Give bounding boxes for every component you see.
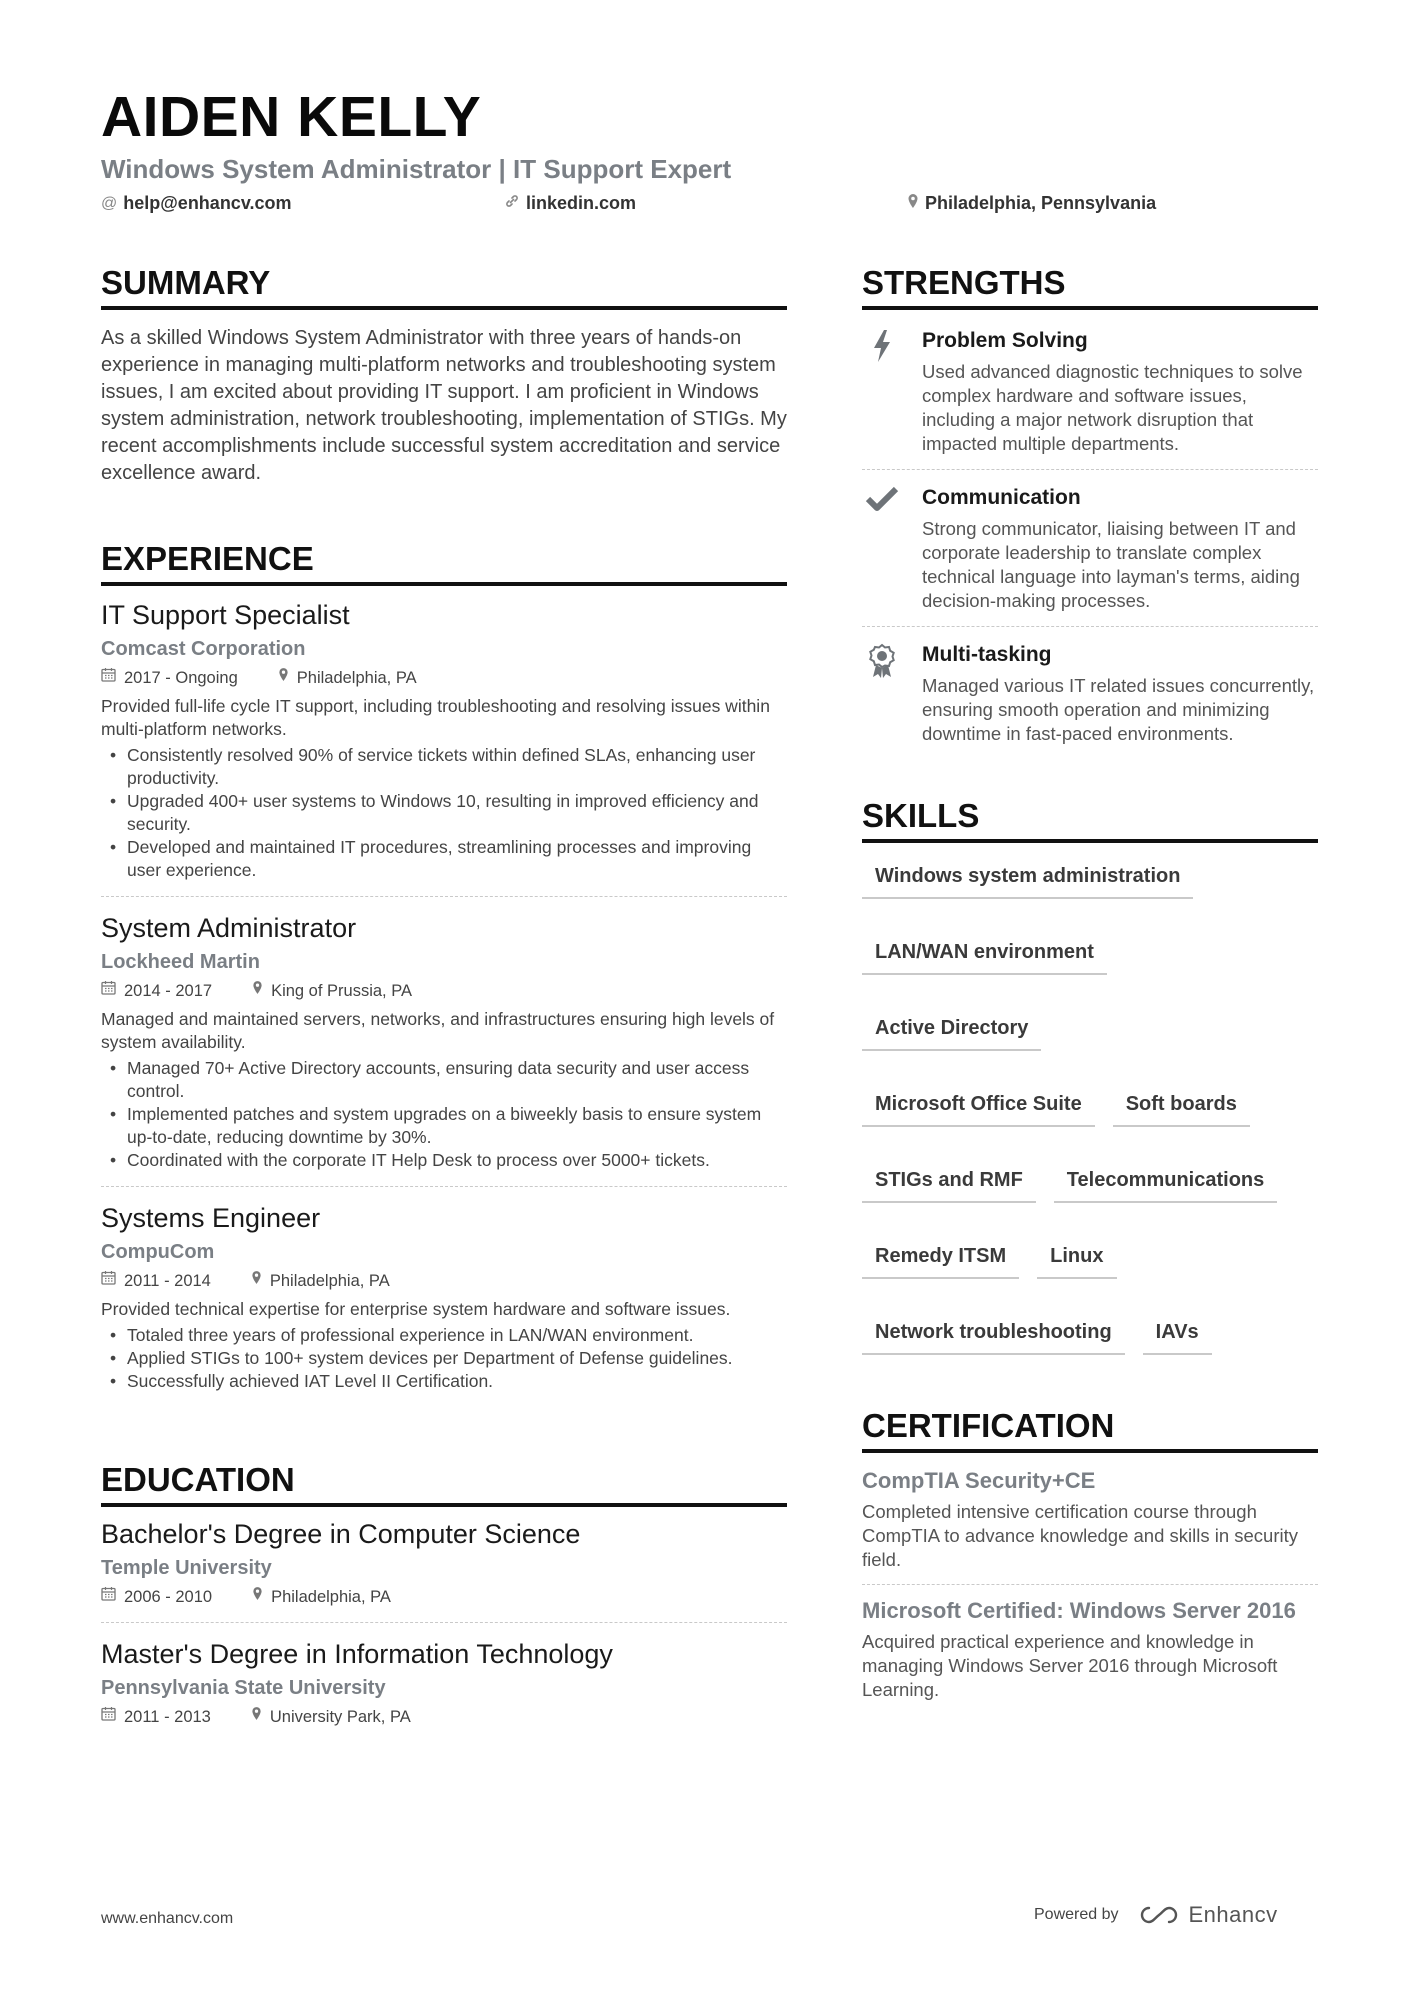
- education-dates: 2011 - 2013: [124, 1708, 211, 1726]
- company-name: CompuCom: [101, 1241, 215, 1263]
- skill-tag: Network troubleshooting: [862, 1315, 1125, 1355]
- calendar-icon: [101, 1706, 116, 1728]
- education-entry: [101, 1622, 787, 1742]
- experience-heading: EXPERIENCE: [101, 538, 787, 586]
- contact-email[interactable]: [101, 193, 292, 214]
- job-bullet: • Totaled three years of professional experience in LAN/WAN environment.: [101, 1324, 787, 1347]
- brand-name: Enhancv: [1188, 1902, 1278, 1927]
- education-section: [101, 1459, 787, 1742]
- job-meta: [101, 667, 787, 689]
- job-title: IT Support Specialist: [101, 600, 350, 630]
- job-meta: [101, 1270, 787, 1292]
- job-description: Provided technical expertise for enterprise system hardware and software issues.: [101, 1299, 731, 1319]
- skills-section: [862, 795, 1318, 1355]
- education-location: University Park, PA: [269, 1708, 411, 1726]
- job-dates: 2014 - 2017: [124, 982, 213, 1000]
- candidate-title: Windows System Administrator | IT Support Expert: [101, 154, 732, 184]
- strength-title: Problem Solving: [922, 329, 1088, 352]
- link-icon: [504, 193, 520, 214]
- left-column: [101, 262, 787, 1742]
- certification-heading: CERTIFICATION: [862, 1405, 1318, 1453]
- skill-tag: Linux: [1037, 1239, 1116, 1279]
- calendar-icon: [101, 1586, 116, 1608]
- linkedin-text: linkedin.com: [526, 193, 637, 213]
- strength-text: Used advanced diagnostic techniques to solve complex hardware and software issues, including a major network disruption that impacted multiple departments.: [922, 361, 1303, 454]
- pin-icon: [278, 667, 289, 689]
- email-text: help@enhancv.com: [123, 193, 292, 213]
- education-heading: EDUCATION: [101, 1459, 787, 1507]
- certification-item: [862, 1584, 1318, 1714]
- calendar-icon: [101, 667, 116, 689]
- job-title: System Administrator: [101, 913, 357, 943]
- strength-text: Managed various IT related issues concurrently, ensuring smooth operation and minimizing downtime in fast-paced environments.: [922, 675, 1315, 744]
- job-dates: 2011 - 2014: [124, 1272, 211, 1290]
- job-bullet: • Developed and maintained IT procedures, streamlining processes and improving user experience.: [101, 836, 787, 882]
- job-bullet: • Implemented patches and system upgrades on a biweekly basis to ensure system up-to-date, reducing downtime by 30%.: [101, 1103, 787, 1149]
- job-description: Provided full-life cycle IT support, including troubleshooting and resolving issues within multi-platform networks.: [101, 696, 770, 739]
- pin-icon: [251, 1706, 262, 1728]
- experience-entry: [101, 896, 787, 1186]
- certification-title: Microsoft Certified: Windows Server 2016: [862, 1598, 1296, 1623]
- education-location: Philadelphia, PA: [271, 1588, 391, 1606]
- experience-entry: [101, 598, 787, 896]
- company-name: Lockheed Martin: [101, 951, 260, 973]
- calendar-icon: [101, 980, 116, 1002]
- pin-icon: [252, 980, 263, 1002]
- certification-text: Completed intensive certification course through CompTIA to advance knowledge and skills in security field.: [862, 1501, 1298, 1570]
- education-meta: [101, 1706, 787, 1728]
- award-medal-icon: [862, 641, 902, 746]
- strength-item: [862, 626, 1318, 759]
- school-name: Temple University: [101, 1557, 272, 1579]
- certification-title: CompTIA Security+CE: [862, 1468, 1096, 1493]
- experience-entry: [101, 1186, 787, 1407]
- skills-heading: SKILLS: [862, 795, 1318, 843]
- skills-list: [862, 859, 1318, 1355]
- pin-icon: [252, 1586, 263, 1608]
- job-bullet: • Consistently resolved 90% of service tickets within defined SLAs, enhancing user productivity.: [101, 744, 787, 790]
- strength-title: Communication: [922, 486, 1081, 509]
- skill-tag: Remedy ITSM: [862, 1239, 1019, 1279]
- job-bullets: [101, 1324, 787, 1393]
- job-bullet: • Successfully achieved IAT Level II Certification.: [101, 1370, 787, 1393]
- calendar-icon: [101, 1270, 116, 1292]
- job-bullets: [101, 744, 787, 882]
- skill-tag: Active Directory: [862, 1011, 1041, 1051]
- degree-title: Master's Degree in Information Technology: [101, 1639, 613, 1669]
- certification-section: [862, 1405, 1318, 1714]
- degree-title: Bachelor's Degree in Computer Science: [101, 1519, 581, 1549]
- job-location: Philadelphia, PA: [296, 669, 417, 687]
- contact-location: [907, 193, 1156, 214]
- right-column: [862, 262, 1318, 1714]
- job-description: Managed and maintained servers, networks, and infrastructures ensuring high levels of system availability.: [101, 1009, 775, 1052]
- strength-item: [862, 469, 1318, 626]
- job-bullets: [101, 1057, 787, 1172]
- school-name: Pennsylvania State University: [101, 1677, 386, 1699]
- powered-by-text: Powered by: [1034, 1906, 1119, 1923]
- location-text: Philadelphia, Pennsylvania: [925, 193, 1157, 213]
- summary-section: [101, 262, 787, 487]
- job-dates: 2017 - Ongoing: [124, 669, 238, 687]
- experience-section: [101, 538, 787, 1407]
- skill-tag: Telecommunications: [1054, 1163, 1277, 1203]
- job-bullet: • Applied STIGs to 100+ system devices per Department of Defense guidelines.: [101, 1347, 787, 1370]
- job-location: Philadelphia, PA: [269, 1272, 390, 1290]
- pin-icon: [251, 1270, 262, 1292]
- job-bullet: • Managed 70+ Active Directory accounts, ensuring data security and user access control.: [101, 1057, 787, 1103]
- summary-text: As a skilled Windows System Administrator with three years of hands-on experience in managing multi-platform networks and troubleshooting system issues, I am excited about providing IT support. I am proficient in Windows system administration, network troubleshooting, implementation of STIGs. My recent accomplishments include successful system accreditation and service excellence award.: [101, 327, 787, 484]
- strengths-section: [862, 262, 1318, 759]
- pin-icon: [907, 193, 919, 214]
- enhancv-logo-icon: [1135, 1903, 1183, 1927]
- footer-branding: [1034, 1902, 1278, 1928]
- skill-tag: IAVs: [1143, 1315, 1212, 1355]
- company-name: Comcast Corporation: [101, 638, 306, 660]
- job-meta: [101, 980, 787, 1002]
- education-entry: [101, 1517, 787, 1622]
- skill-tag: Soft boards: [1113, 1087, 1250, 1127]
- enhancv-logo[interactable]: [1135, 1902, 1278, 1928]
- job-title: Systems Engineer: [101, 1203, 321, 1233]
- job-bullet: • Upgraded 400+ user systems to Windows 10, resulting in improved efficiency and security.: [101, 790, 787, 836]
- skill-tag: Windows system administration: [862, 859, 1193, 899]
- contact-linkedin[interactable]: [504, 193, 636, 214]
- candidate-name: AIDEN KELLY: [101, 85, 482, 149]
- strength-text: Strong communicator, liaising between IT and corporate leadership to translate complex technical language into layman's terms, aiding decision-making processes.: [922, 518, 1300, 611]
- checkmark-icon: [862, 484, 902, 613]
- strength-title: Multi-tasking: [922, 643, 1052, 666]
- summary-heading: SUMMARY: [101, 262, 787, 310]
- strengths-heading: STRENGTHS: [862, 262, 1318, 310]
- skill-tag: STIGs and RMF: [862, 1163, 1036, 1203]
- at-icon: @: [101, 194, 118, 212]
- certification-item: [862, 1455, 1318, 1584]
- footer-website[interactable]: www.enhancv.com: [101, 1910, 234, 1927]
- education-meta: [101, 1586, 787, 1608]
- skill-tag: LAN/WAN environment: [862, 935, 1107, 975]
- certification-text: Acquired practical experience and knowledge in managing Windows Server 2016 through Microsoft Learning.: [862, 1631, 1278, 1700]
- education-dates: 2006 - 2010: [124, 1588, 213, 1606]
- lightning-icon: [862, 327, 902, 456]
- job-bullet: • Coordinated with the corporate IT Help Desk to process over 5000+ tickets.: [101, 1149, 787, 1172]
- job-location: King of Prussia, PA: [271, 982, 413, 1000]
- strength-item: [862, 313, 1318, 469]
- skill-tag: Microsoft Office Suite: [862, 1087, 1095, 1127]
